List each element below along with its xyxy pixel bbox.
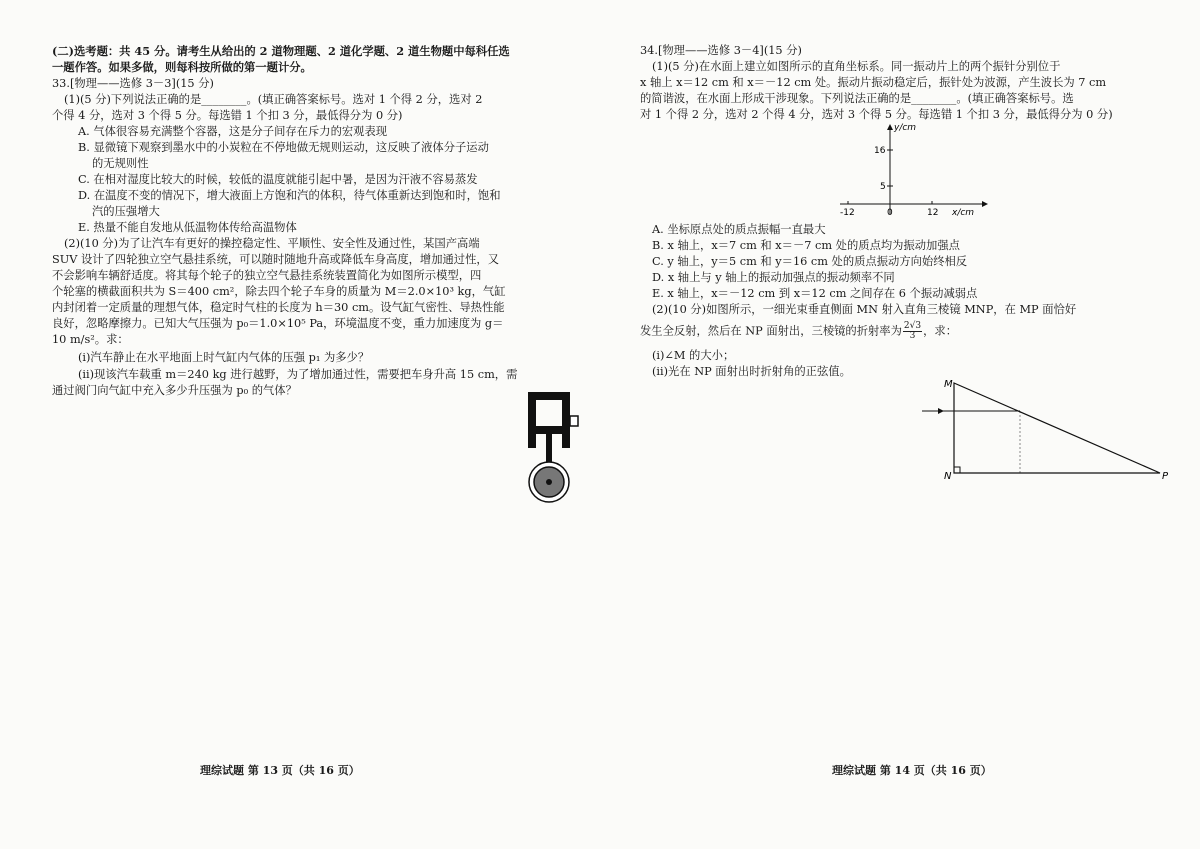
q34-sub-ii: (ⅱ)光在 NP 面射出时折射角的正弦值。: [652, 365, 851, 378]
q34-part2-cont-pre: 发生全反射，然后在 NP 面射出，三棱镜的折射率为: [640, 324, 902, 338]
coordinate-graph: [830, 120, 990, 222]
q34-option-d: D. x 轴上与 y 轴上的振动加强点的振动频率不同: [652, 271, 895, 284]
vertex-label-p: P: [1162, 471, 1169, 482]
prism-figure: [920, 375, 1176, 485]
q34-part2: (2)(10 分)如图所示，一细光束垂直侧面 MN 射入直角三棱镜 MNP，在 MP 面恰好: [652, 303, 1077, 316]
q34-title: 34.[物理——选修 3－4](15 分): [640, 44, 802, 57]
q33-option-c: C. 在相对湿度比较大的时候，较低的温度就能引起中暑，是因为汗液不容易蒸发: [78, 173, 478, 186]
q33-option-a: A. 气体很容易充满整个容器，这是分子间存在斥力的宏观表现: [78, 125, 388, 138]
q33-option-d: D. 在温度不变的情况下，增大液面上方饱和汽的体积，待气体重新达到饱和时，饱和: [78, 189, 501, 202]
q34-option-e: E. x 轴上，x＝－12 cm 到 x＝12 cm 之间存在 6 个振动减弱点: [652, 287, 978, 300]
y-axis-label: y/cm: [894, 123, 917, 133]
x-axis-label: x/cm: [952, 208, 975, 218]
q33-option-b-cont: 的无规则性: [92, 157, 149, 170]
q33-sub-ii: (ⅱ)现该汽车载重 m＝240 kg 进行越野，为了增加通过性，需要把车身升高 15 cm，需: [78, 368, 518, 381]
q34-option-c: C. y 轴上，y＝5 cm 和 y＝16 cm 处的质点振动方向始终相反: [652, 255, 968, 268]
page-footer-13: 理综试题 第 13 页（共 16 页）: [200, 764, 360, 777]
q34-part1-line: x 轴上 x＝12 cm 和 x＝－12 cm 处。振动片振动稳定后，振针处为波源，产生波长为 7 cm: [640, 76, 1107, 89]
section-header: (二)选考题：共 45 分。请考生从给出的 2 道物理题、2 道化学题、2 道生物题中每科任选: [52, 44, 510, 58]
q34-part2-cont-post: ，求：: [923, 324, 957, 338]
q33-title: 33.[物理——选修 3－3](15 分): [52, 77, 214, 90]
right-page: [640, 0, 1170, 849]
q33-sub-ii-cont: 通过阀门向气缸中充入多少升压强为 p₀ 的气体？: [52, 384, 297, 397]
vertex-label-m: M: [944, 379, 953, 390]
x-tick-label: 0: [887, 208, 893, 218]
q33-part2-line: 不会影响车辆舒适度。将其每个轮子的独立空气悬挂系统装置简化为如图所示模型，四: [52, 269, 482, 282]
y-tick-label: 5: [880, 182, 886, 192]
q33-option-d-cont: 汽的压强增大: [92, 205, 160, 218]
y-tick-label: 16: [874, 146, 886, 156]
page-footer-14: 理综试题 第 14 页（共 16 页）: [832, 764, 992, 777]
fraction-numerator: 2√3: [903, 321, 922, 331]
section-header-cont: 一题作答。如果多做，则每科按所做的第一题计分。: [52, 60, 312, 74]
q33-part2-line: 良好，忽略摩擦力。已知大气压强为 p₀＝1.0×10⁵ Pa，环境温度不变，重力加速度为 g＝: [52, 317, 504, 330]
q34-part1-line: 对 1 个得 2 分，选对 2 个得 4 分，选对 3 个得 5 分。每选错 1 个扣 3 分，最低得分为 0 分): [640, 108, 1113, 121]
q33-part2-line: SUV 设计了四轮独立空气悬挂系统，可以随时随地升高或降低车身高度，增加通过性，又: [52, 253, 499, 266]
refractive-index-fraction: [903, 322, 922, 341]
q33-option-b: B. 显微镜下观察到墨水中的小炭粒在不停地做无规则运动，这反映了液体分子运动: [78, 141, 489, 154]
q34-sub-i: (ⅰ)∠M 的大小；: [652, 349, 735, 362]
vertex-label-n: N: [944, 471, 952, 482]
q33-sub-i: (ⅰ)汽车静止在水平地面上时气缸内气体的压强 p₁ 为多少？: [78, 351, 370, 364]
left-page: [52, 0, 582, 849]
fraction-denominator: 3: [909, 331, 916, 341]
q34-part1-line: (1)(5 分)在水面上建立如图所示的直角坐标系。同一振动片上的两个振针分别位于: [652, 60, 1061, 73]
x-tick-label: -12: [840, 208, 855, 218]
q34-part1-line: 的简谐波，在水面上形成干涉现象。下列说法正确的是________。(填正确答案标号。选: [640, 92, 1074, 105]
x-tick-label: 12: [927, 208, 939, 218]
q33-part2-line: 个轮塞的横截面积共为 S＝400 cm²，除去四个轮子车身的质量为 M＝2.0×10³ kg，气缸: [52, 285, 506, 298]
q33-part2-line: 10 m/s²。求：: [52, 333, 129, 346]
q34-option-a: A. 坐标原点处的质点振幅一直最大: [652, 223, 826, 236]
q34-part2-cont: [640, 322, 957, 341]
q34-option-b: B. x 轴上，x＝7 cm 和 x＝－7 cm 处的质点均为振动加强点: [652, 239, 960, 252]
q33-part1-line2: 个得 4 分，选对 3 个得 5 分。每选错 1 个扣 3 分，最低得分为 0 分): [52, 109, 403, 122]
q33-part2-line: 内封闭着一定质量的理想气体，稳定时气柱的长度为 h＝30 cm。设气缸气密性、导热性能: [52, 301, 505, 314]
q33-part1-line1: (1)(5 分)下列说法正确的是________。(填正确答案标号。选对 1 个得 2 分，选对 2: [64, 93, 483, 106]
q33-part2-line: (2)(10 分)为了让汽车有更好的操控稳定性、平顺性、安全性及通过性，某国产高端: [64, 237, 480, 250]
air-suspension-figure: [522, 388, 582, 506]
q33-option-e: E. 热量不能自发地从低温物体传给高温物体: [78, 221, 297, 234]
